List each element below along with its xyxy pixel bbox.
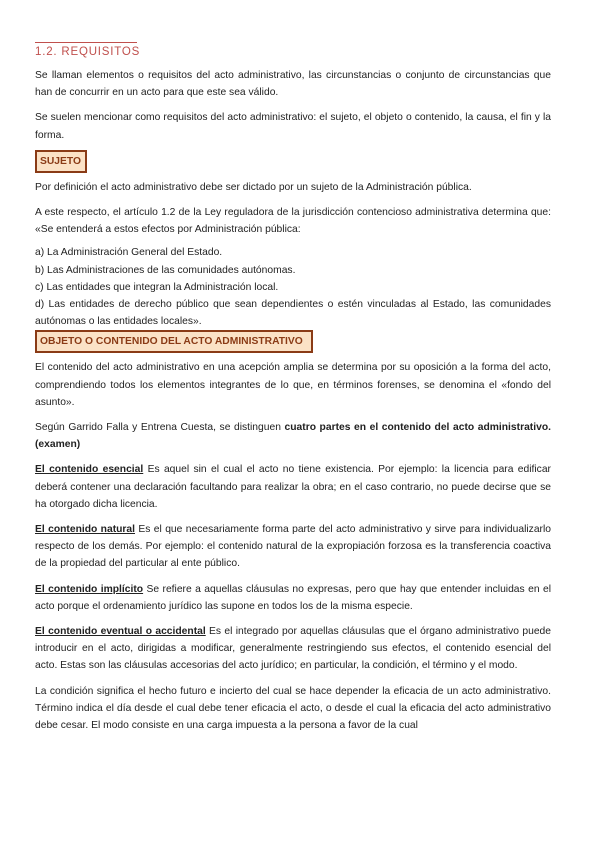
- list-item: d) Las entidades de derecho público que sean dependientes o estén vinculadas al Estado, las comunidades autónomas o las entidades locales».: [35, 299, 551, 328]
- objeto-paragraph-2-lead: Según Garrido Falla y Entrena Cuesta, se distinguen: [35, 422, 285, 434]
- sujeto-paragraph-1: Por definición el acto administrativo debe ser dictado por un sujeto de la Administración pública.: [35, 181, 472, 193]
- objeto-paragraph-1: El contenido del acto administrativo en una acepción amplia se determina por su oposición a la forma del acto, comprendiendo todos los elementos integrantes de lo que, en términos forenses, se denomina el «fondo del asunto».: [35, 362, 551, 408]
- intro-paragraph-1: Se llaman elementos o requisitos del acto administrativo, las circunstancias o conjunto de circunstancias que han de concurrir en un acto para que este sea válido.: [35, 70, 551, 99]
- section-title: 1.2. REQUISITOS: [35, 46, 141, 58]
- list-item: c) Las entidades que integran la Administración local.: [35, 281, 279, 293]
- contenido-eventual-term: El contenido eventual o accidental: [35, 626, 206, 638]
- contenido-eventual-text: Es el integrado por aquellas cláusulas que el órgano administrativo puede introducir en el acto, dirigidas a modificar, generalmente restringiendo sus efectos, el contenido esencial del acto. Estas son las cláusulas accesorias del acto jurídico; en particular, la condición, el término y el modo.: [35, 626, 552, 672]
- contenido-natural-text: Es el que necesariamente forma parte del acto administrativo y sirve para individualizarlo respecto de los demás. Por ejemplo: el contenido natural de la expropiación forzosa es la transferencia coactiva de la propiedad del particular al ente público.: [35, 524, 551, 570]
- contenido-implicito-text: Se refiere a aquellas cláusulas no expresas, pero que hay que entender incluidas en el acto porque el ordenamiento jurídico las supone en todos los de la misma especie.: [35, 583, 551, 612]
- contenido-implicito-paragraph: [35, 581, 551, 615]
- list-item: b) Las Administraciones de las comunidades autónomas.: [35, 264, 296, 276]
- sujeto-paragraph-2: A este respecto, el artículo 1.2 de la Ley reguladora de la jurisdicción contencioso administrativa determina que: «Se entenderá a estos efectos por Administración pública:: [35, 207, 551, 236]
- section-divider: [35, 42, 137, 43]
- contenido-esencial-text: Es aquel sin el cual el acto no tiene existencia. Por ejemplo: la licencia para edificar deberá contener una declaración facultando para realizar la obra; en el caso contrario, no puede decirse que se ha otorgado dicha licencia.: [35, 464, 551, 510]
- heading-objeto: OBJETO O CONTENIDO DEL ACTO ADMINISTRATIVO: [35, 330, 313, 353]
- contenido-esencial-term: El contenido esencial: [35, 464, 144, 476]
- final-paragraph: La condición significa el hecho futuro e incierto del cual se hace depender la eficacia de un acto administrativo. Término indica el día desde el cual debe tener eficacia el acto, o desde el cual la eficacia del acto administrativo debe cesar. El modo consiste en una carga impuesta a la persona a favor de la cual: [35, 685, 551, 732]
- intro-paragraph-2: Se suelen mencionar como requisitos del acto administrativo: el sujeto, el objeto o contenido, la causa, el fin y la forma.: [35, 112, 551, 141]
- contenido-eventual-paragraph: [35, 623, 551, 675]
- document-body: [35, 67, 551, 734]
- list-item: a) La Administración General del Estado.: [35, 247, 223, 259]
- contenido-esencial-paragraph: [35, 461, 551, 513]
- sujeto-list: [35, 244, 551, 330]
- objeto-paragraph-2: [35, 419, 551, 453]
- contenido-natural-paragraph: [35, 521, 551, 573]
- objeto-paragraph-2-bold: cuatro partes en el contenido del acto administrativo. (examen): [35, 422, 551, 451]
- contenido-implicito-term: El contenido implícito: [35, 583, 144, 595]
- heading-sujeto: SUJETO: [35, 150, 87, 173]
- contenido-natural-term: El contenido natural: [35, 524, 136, 536]
